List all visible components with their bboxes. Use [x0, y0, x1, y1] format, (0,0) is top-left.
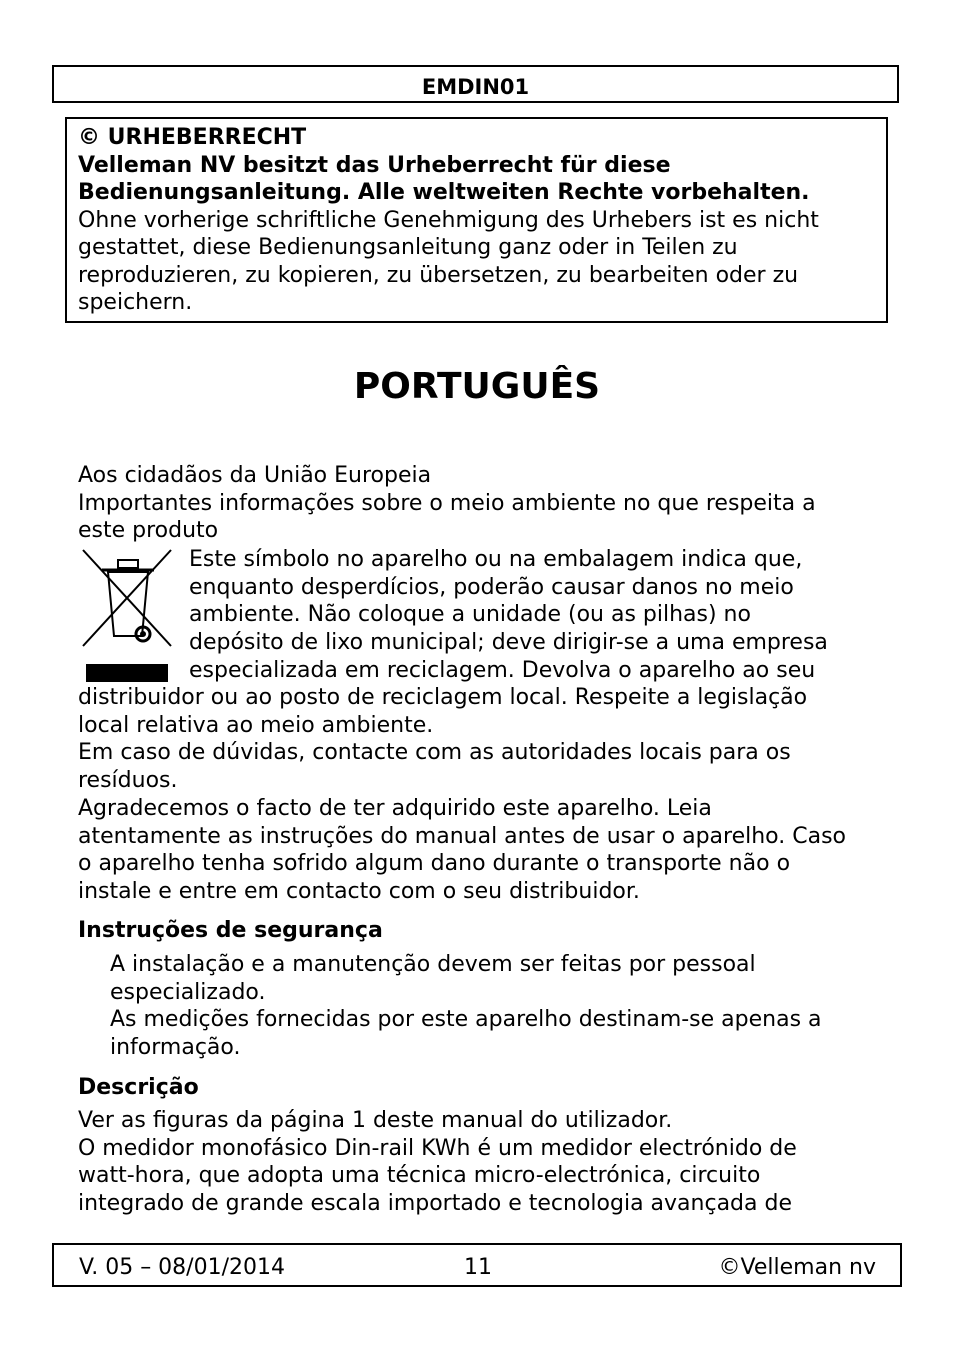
- weee-line: especializada em reciclagem. Devolva o aparelho ao seu: [189, 657, 816, 683]
- copyright-line: gestattet, diese Bedienungsanleitung ganz oder in Teilen zu: [78, 235, 738, 260]
- copyright-box: [65, 117, 888, 323]
- description-line: integrado de grande escala importado e tecnologia avançada de: [78, 1191, 793, 1217]
- body-line: distribuidor ou ao posto de reciclagem local. Respeite a legislação: [78, 685, 808, 710]
- intro-line: este produto: [78, 518, 219, 544]
- header-box: [52, 65, 899, 103]
- weee-line: ambiente. Não coloque a unidade (ou as pilhas) no: [189, 602, 751, 628]
- weee-text: [189, 546, 828, 685]
- weee-line: depósito de lixo municipal; deve dirigir-se a uma empresa: [189, 630, 828, 656]
- body-line: o aparelho tenha sofrido algum dano durante o transporte não o: [78, 851, 791, 877]
- safety-line: informação.: [110, 1035, 241, 1061]
- body-line: instale e entre em contacto com o seu distribuidor.: [78, 878, 640, 904]
- intro-line: Aos cidadãos da União Europeia: [78, 463, 432, 488]
- intro-line: Importantes informações sobre o meio ambiente no que respeita a: [78, 490, 816, 516]
- environment-text: [78, 684, 846, 906]
- document-code: EMDIN01: [421, 75, 530, 99]
- page-footer: [52, 1243, 902, 1287]
- copyright-line: Ohne vorherige schriftliche Genehmigung des Urhebers ist es nicht: [78, 207, 819, 233]
- safety-line: As medições fornecidas por este aparelho destinam-se apenas a: [110, 1007, 822, 1033]
- copyright-bold-line: Velleman NV besitzt das Urheberrecht für diese: [78, 152, 671, 178]
- footer-version: V. 05 – 08/01/2014: [79, 1255, 285, 1280]
- safety-heading: Instruções de segurança: [78, 918, 383, 943]
- description-text: [78, 1107, 797, 1218]
- copyright-title: © URHEBERRECHT: [78, 125, 307, 150]
- language-heading: PORTUGUÊS: [353, 366, 601, 407]
- safety-line: A instalação e a manutenção devem ser feitas por pessoal: [110, 952, 756, 977]
- safety-line: especializado.: [110, 979, 266, 1005]
- body-line: resíduos.: [78, 768, 178, 794]
- weee-crossed-bin-icon: [78, 548, 176, 686]
- copyright-line: reproduzieren, zu kopieren, zu übersetzen, zu bearbeiten oder zu: [78, 262, 799, 288]
- description-line: O medidor monofásico Din-rail KWh é um medidor electrónido de: [78, 1135, 797, 1161]
- copyright-line: speichern.: [78, 290, 193, 315]
- safety-text: [110, 951, 822, 1062]
- body-line: Agradecemos o facto de ter adquirido este aparelho. Leia: [78, 795, 712, 821]
- footer-page-number: 11: [464, 1255, 492, 1280]
- copyright-bold-line: Bedienungsanleitung. Alle weltweiten Rechte vorbehalten.: [78, 180, 810, 205]
- body-line: Em caso de dúvidas, contacte com as autoridades locais para os: [78, 740, 791, 766]
- weee-line: enquanto desperdícios, poderão causar danos no meio: [189, 574, 794, 600]
- description-heading: Descrição: [78, 1075, 199, 1100]
- intro-text: [78, 462, 816, 545]
- description-line: Ver as figuras da página 1 deste manual do utilizador.: [78, 1108, 673, 1133]
- footer-company: ©Velleman nv: [718, 1255, 876, 1280]
- body-line: local relativa ao meio ambiente.: [78, 712, 434, 738]
- weee-line: Este símbolo no aparelho ou na embalagem indica que,: [189, 547, 803, 572]
- description-line: watt-hora, que adopta uma técnica micro-electrónica, circuito: [78, 1163, 761, 1189]
- body-line: atentamente as instruções do manual antes de usar o aparelho. Caso: [78, 823, 846, 849]
